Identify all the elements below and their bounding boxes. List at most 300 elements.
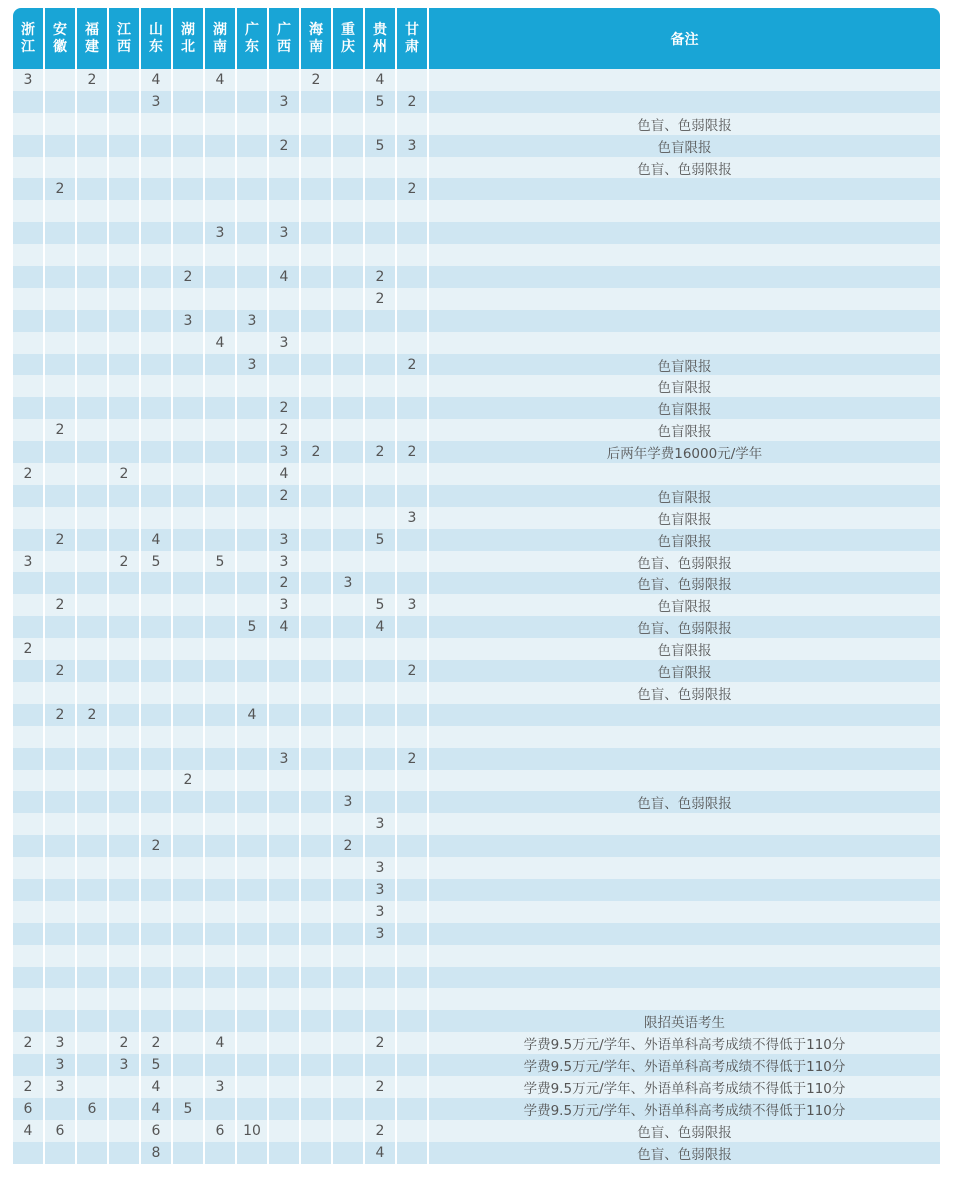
province-quota-cell [333,178,365,200]
province-quota-cell [397,1142,429,1164]
admission-plan-table-container [13,8,940,1164]
note-cell [429,91,940,113]
province-quota-cell: 5 [205,551,237,573]
note-cell [429,178,940,200]
province-quota-cell [45,1098,77,1120]
note-cell [429,923,940,945]
admission-plan-table [13,8,940,1164]
province-quota-cell [77,791,109,813]
province-quota-cell: 3 [269,332,301,354]
province-quota-cell [109,69,141,91]
province-quota-cell [109,332,141,354]
province-quota-cell [333,529,365,551]
note-cell: 色盲、色弱限报 [429,113,940,135]
province-quota-cell [141,879,173,901]
province-quota-cell [45,397,77,419]
province-quota-cell [13,857,45,879]
province-quota-cell: 5 [365,135,397,157]
province-quota-cell: 3 [205,1076,237,1098]
province-quota-cell [333,222,365,244]
province-quota-cell [141,660,173,682]
note-cell: 色盲、色弱限报 [429,551,940,573]
province-quota-cell [109,397,141,419]
province-quota-cell [77,1010,109,1032]
province-quota-cell [45,967,77,989]
province-quota-cell: 3 [13,69,45,91]
province-quota-cell [109,91,141,113]
province-quota-cell: 2 [269,397,301,419]
note-header: 备注 [429,8,940,69]
table-row [13,288,940,310]
province-quota-cell [269,726,301,748]
province-quota-cell [237,222,269,244]
province-quota-cell [173,1032,205,1054]
province-quota-cell [109,1010,141,1032]
note-cell [429,726,940,748]
province-quota-cell [269,157,301,179]
province-quota-cell [141,288,173,310]
province-quota-cell [13,770,45,792]
province-quota-cell [141,923,173,945]
province-quota-cell: 2 [397,354,429,376]
province-quota-cell [173,923,205,945]
province-quota-cell: 3 [397,594,429,616]
province-quota-cell [77,682,109,704]
province-quota-cell [397,69,429,91]
province-quota-cell [397,485,429,507]
note-cell: 色盲限报 [429,594,940,616]
province-quota-cell [173,1010,205,1032]
province-quota-cell [77,266,109,288]
table-row [13,91,940,113]
province-quota-cell: 2 [13,1076,45,1098]
province-quota-cell [109,660,141,682]
province-quota-cell [77,419,109,441]
province-quota-cell [237,1010,269,1032]
note-cell [429,288,940,310]
note-cell: 学费9.5万元/学年、外语单科高考成绩不得低于110分 [429,1076,940,1098]
province-quota-cell [237,594,269,616]
province-quota-cell [237,397,269,419]
province-header-char: 庆 [341,38,355,55]
province-header-char: 广 [277,21,291,38]
province-quota-cell [237,1142,269,1164]
province-quota-cell [365,726,397,748]
province-quota-cell [397,113,429,135]
province-quota-cell [13,594,45,616]
province-quota-cell [269,1142,301,1164]
province-quota-cell [77,967,109,989]
province-quota-cell [205,857,237,879]
province-quota-cell [77,594,109,616]
province-quota-cell [13,485,45,507]
note-cell [429,704,940,726]
province-quota-cell [109,638,141,660]
province-quota-cell [141,967,173,989]
province-quota-cell [45,354,77,376]
province-quota-cell [237,419,269,441]
province-quota-cell [237,901,269,923]
province-quota-cell: 3 [45,1076,77,1098]
province-quota-cell [77,901,109,923]
province-quota-cell [109,813,141,835]
province-quota-cell [365,375,397,397]
province-quota-cell: 2 [45,704,77,726]
province-quota-cell [173,660,205,682]
province-quota-cell [301,529,333,551]
province-quota-cell [397,967,429,989]
province-quota-cell [141,857,173,879]
province-quota-cell [205,682,237,704]
province-quota-cell [77,507,109,529]
province-quota-cell [45,1010,77,1032]
province-quota-cell [109,441,141,463]
province-quota-cell [141,945,173,967]
province-header-char: 浙 [21,21,35,38]
province-quota-cell [77,91,109,113]
province-quota-cell [237,857,269,879]
province-quota-cell [301,397,333,419]
province-quota-cell [109,988,141,1010]
province-quota-cell: 3 [269,594,301,616]
province-quota-cell [365,791,397,813]
province-quota-cell [173,879,205,901]
province-quota-cell [205,266,237,288]
province-quota-cell [333,813,365,835]
province-quota-cell [205,485,237,507]
province-quota-cell [301,923,333,945]
table-row [13,1032,940,1054]
province-quota-cell: 3 [397,135,429,157]
province-quota-cell [77,135,109,157]
province-quota-cell [269,879,301,901]
province-quota-cell [13,682,45,704]
province-quota-cell [237,135,269,157]
province-quota-cell [301,1076,333,1098]
province-quota-cell [301,770,333,792]
province-quota-cell [333,857,365,879]
province-quota-cell [205,901,237,923]
note-cell: 学费9.5万元/学年、外语单科高考成绩不得低于110分 [429,1032,940,1054]
province-quota-cell [397,419,429,441]
province-quota-cell [109,791,141,813]
table-row [13,157,940,179]
table-row [13,1098,940,1120]
province-quota-cell [365,157,397,179]
table-row [13,178,940,200]
province-quota-cell: 2 [365,1076,397,1098]
note-cell [429,879,940,901]
table-row [13,310,940,332]
province-quota-cell [13,945,45,967]
province-quota-cell [205,1142,237,1164]
province-quota-cell [205,770,237,792]
table-row [13,1010,940,1032]
province-quota-cell [397,310,429,332]
province-quota-cell [13,419,45,441]
province-quota-cell [45,988,77,1010]
province-quota-cell [205,988,237,1010]
province-quota-cell [301,660,333,682]
province-quota-cell [77,1120,109,1142]
province-quota-cell [365,463,397,485]
province-quota-cell [205,638,237,660]
table-row [13,135,940,157]
province-quota-cell [13,1010,45,1032]
province-quota-cell [269,507,301,529]
province-quota-cell [173,200,205,222]
province-quota-cell [333,485,365,507]
note-cell: 色盲限报 [429,397,940,419]
province-quota-cell [77,660,109,682]
province-quota-cell [365,1098,397,1120]
province-quota-cell [45,770,77,792]
note-cell: 色盲、色弱限报 [429,616,940,638]
note-cell: 色盲限报 [429,485,940,507]
province-quota-cell: 2 [45,419,77,441]
province-quota-cell: 4 [237,704,269,726]
province-quota-cell [301,310,333,332]
province-quota-cell [173,901,205,923]
province-quota-cell [109,857,141,879]
table-row [13,419,940,441]
province-quota-cell: 2 [77,704,109,726]
note-cell [429,835,940,857]
province-quota-cell [109,1142,141,1164]
table-row [13,791,940,813]
province-quota-cell [237,332,269,354]
province-quota-cell [397,1120,429,1142]
province-quota-cell [173,1054,205,1076]
province-quota-cell: 2 [365,441,397,463]
province-quota-cell [301,178,333,200]
table-row [13,1054,940,1076]
province-quota-cell [269,1010,301,1032]
province-header-char: 东 [245,38,259,55]
table-row [13,857,940,879]
province-quota-cell [237,791,269,813]
province-quota-cell [397,397,429,419]
province-header-char: 广 [245,21,259,38]
province-quota-cell [301,244,333,266]
province-quota-cell [397,857,429,879]
province-quota-cell [301,988,333,1010]
province-quota-cell: 4 [205,69,237,91]
province-quota-cell [13,441,45,463]
province-quota-cell [173,682,205,704]
province-quota-cell [333,616,365,638]
province-quota-cell [45,222,77,244]
province-quota-cell [77,923,109,945]
province-quota-cell [141,266,173,288]
province-quota-cell [237,835,269,857]
table-row [13,879,940,901]
note-cell [429,813,940,835]
province-quota-cell [141,748,173,770]
province-quota-cell [237,572,269,594]
province-quota-cell [205,923,237,945]
province-quota-cell [333,967,365,989]
province-quota-cell [205,813,237,835]
note-cell [429,463,940,485]
province-quota-cell [397,988,429,1010]
province-quota-cell [141,507,173,529]
province-quota-cell [301,879,333,901]
province-quota-cell [173,572,205,594]
province-quota-cell [173,463,205,485]
province-quota-cell: 3 [269,91,301,113]
province-quota-cell: 2 [397,660,429,682]
province-quota-cell [301,1032,333,1054]
province-quota-cell [109,157,141,179]
province-quota-cell [237,375,269,397]
province-quota-cell [173,748,205,770]
province-quota-cell [397,923,429,945]
province-quota-cell [269,244,301,266]
province-quota-cell [269,1076,301,1098]
note-cell [429,310,940,332]
province-quota-cell [205,726,237,748]
province-quota-cell [237,1032,269,1054]
province-quota-cell: 3 [45,1032,77,1054]
note-cell [429,770,940,792]
province-quota-cell [45,200,77,222]
province-header-char: 安 [53,21,67,38]
province-quota-cell [205,507,237,529]
province-quota-cell [77,200,109,222]
province-quota-cell [301,726,333,748]
province-quota-cell [13,91,45,113]
province-quota-cell [173,244,205,266]
province-quota-cell [13,835,45,857]
province-quota-cell [109,572,141,594]
province-quota-cell: 2 [397,441,429,463]
province-quota-cell [141,244,173,266]
province-quota-cell [45,266,77,288]
province-quota-cell [45,375,77,397]
province-header [269,8,301,69]
province-quota-cell [45,791,77,813]
province-quota-cell [205,835,237,857]
province-quota-cell [205,375,237,397]
province-quota-cell [333,91,365,113]
province-quota-cell [333,682,365,704]
province-quota-cell [173,332,205,354]
note-cell: 色盲限报 [429,135,940,157]
province-quota-cell [237,485,269,507]
province-quota-cell [333,1076,365,1098]
province-quota-cell: 4 [13,1120,45,1142]
province-quota-cell [77,726,109,748]
province-header-char: 建 [85,38,99,55]
province-quota-cell [77,1076,109,1098]
province-quota-cell: 3 [397,507,429,529]
province-quota-cell [13,1054,45,1076]
province-quota-cell: 4 [141,69,173,91]
province-quota-cell [77,244,109,266]
province-quota-cell [237,69,269,91]
province-quota-cell [45,923,77,945]
province-quota-cell [237,266,269,288]
province-header [77,8,109,69]
province-quota-cell [333,69,365,91]
province-quota-cell [365,332,397,354]
province-quota-cell [333,945,365,967]
province-quota-cell [13,572,45,594]
province-quota-cell [141,1010,173,1032]
province-quota-cell [13,113,45,135]
table-row [13,988,940,1010]
province-quota-cell [13,288,45,310]
province-quota-cell [13,332,45,354]
province-quota-cell [365,988,397,1010]
table-row [13,1120,940,1142]
province-quota-cell [77,332,109,354]
note-cell: 色盲、色弱限报 [429,157,940,179]
note-cell: 色盲限报 [429,638,940,660]
province-quota-cell [77,1032,109,1054]
province-quota-cell [77,463,109,485]
province-quota-cell [173,113,205,135]
province-quota-cell [109,726,141,748]
province-quota-cell [237,967,269,989]
table-row [13,463,940,485]
province-header-char: 南 [309,38,323,55]
header-row [13,8,940,69]
province-quota-cell [173,1120,205,1142]
province-quota-cell [141,813,173,835]
province-quota-cell [397,879,429,901]
province-quota-cell [301,200,333,222]
province-quota-cell: 4 [141,1098,173,1120]
province-quota-cell [13,244,45,266]
province-quota-cell [397,704,429,726]
province-quota-cell [365,222,397,244]
province-quota-cell [77,616,109,638]
province-quota-cell [301,375,333,397]
note-cell [429,266,940,288]
province-quota-cell [397,1098,429,1120]
province-quota-cell [269,178,301,200]
province-quota-cell [77,551,109,573]
province-quota-cell [173,1142,205,1164]
province-quota-cell [109,879,141,901]
province-quota-cell [301,1054,333,1076]
province-header-char: 江 [21,38,35,55]
province-quota-cell [141,135,173,157]
table-row [13,375,940,397]
province-quota-cell [141,397,173,419]
province-quota-cell: 4 [141,529,173,551]
province-quota-cell [173,726,205,748]
province-quota-cell [301,91,333,113]
province-quota-cell [269,704,301,726]
province-quota-cell [77,945,109,967]
province-quota-cell [237,945,269,967]
province-quota-cell [205,135,237,157]
province-quota-cell [301,813,333,835]
province-quota-cell: 3 [365,923,397,945]
province-quota-cell [173,616,205,638]
note-cell [429,967,940,989]
province-quota-cell [397,288,429,310]
province-quota-cell [397,332,429,354]
note-cell [429,222,940,244]
province-quota-cell [365,1054,397,1076]
province-quota-cell [365,945,397,967]
province-quota-cell [13,266,45,288]
province-quota-cell [301,266,333,288]
